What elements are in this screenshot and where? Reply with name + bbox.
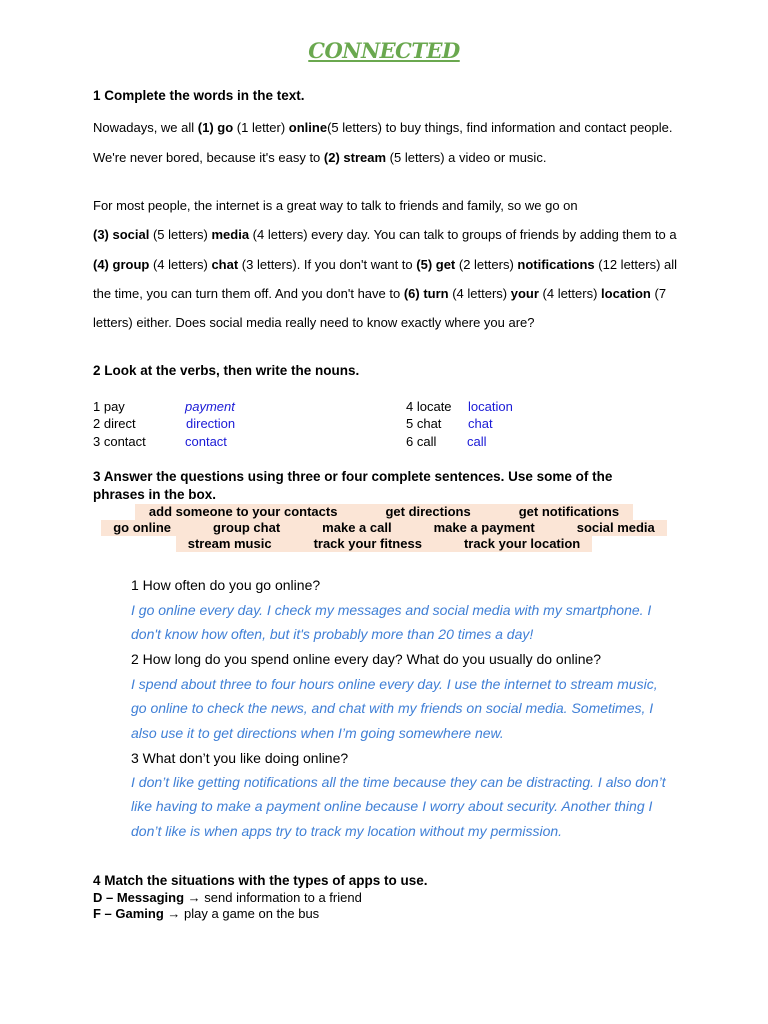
answer-3-line-2: like having to make a payment online because I worry about security. Another thing I (131, 798, 653, 814)
exercise-1-line-3: For most people, the internet is a great way to talk to friends and family, so we go on (93, 198, 578, 213)
verb-2: 2 direct (93, 416, 136, 431)
noun-1: payment (185, 399, 235, 414)
noun-5: chat (468, 416, 493, 431)
phrase-box-row-1 (0, 504, 768, 520)
phrase-chip: get notifications (507, 504, 633, 520)
exercise-1-line-7: letters) either. Does social media really need to know exactly where you are? (93, 315, 535, 330)
answer-2-line-2: go online to check the news, and chat with my friends on social media. Sometimes, I (131, 700, 654, 716)
answer-2-line-1: I spend about three to four hours online every day. I use the internet to stream music, (131, 676, 658, 692)
question-1: 1 How often do you go online? (131, 577, 321, 593)
exercise-1-line-2: We're never bored, because it's easy to (2) stream (5 letters) a video or music. (93, 150, 547, 165)
verb-1: 1 pay (93, 399, 125, 414)
phrase-chip: get directions (373, 504, 506, 520)
exercise-3-heading-line-1: 3 Answer the questions using three or four complete sentences. Use some of the (93, 469, 613, 484)
phrase-chip: social media (565, 520, 667, 536)
phrase-chip: group chat (201, 520, 310, 536)
phrase-chip: stream music (176, 536, 302, 552)
exercise-2-heading: 2 Look at the verbs, then write the nouns. (93, 363, 360, 378)
question-2: 2 How long do you spend online every day? What do you usually do online? (131, 651, 602, 667)
exercise-1-line-5: (4) group (4 letters) chat (3 letters). If you don't want to (5) get (2 letters) notifications (12 letters) all (93, 257, 678, 272)
phrase-chip: add someone to your contacts (135, 504, 374, 520)
arrow-right-icon: → (167, 906, 181, 921)
verb-4: 4 locate (406, 399, 452, 414)
phrase-chip: track your fitness (302, 536, 452, 552)
noun-6: call (467, 434, 487, 449)
noun-2: direction (186, 416, 236, 431)
phrase-chip: make a call (310, 520, 421, 536)
answer-1-line-2: don't know how often, but it's probably more than 20 times a day! (131, 626, 534, 642)
exercise-4-heading: 4 Match the situations with the types of apps to use. (93, 873, 428, 888)
answer-3-line-3: don’t like is when apps try to track my location without my permission. (131, 823, 563, 839)
noun-3: contact (185, 434, 227, 449)
exercise-3-heading-line-2: phrases in the box. (93, 487, 217, 502)
verb-5: 5 chat (406, 416, 442, 431)
match-item-2: F – Gaming → play a game on the bus (93, 906, 320, 921)
match-item-1: D – Messaging → send information to a friend (93, 890, 362, 905)
exercise-1-heading: 1 Complete the words in the text. (93, 88, 305, 103)
page-title: CONNECTED (308, 38, 460, 63)
answer-2-line-3: also use it to get directions when I’m going somewhere new. (131, 725, 504, 741)
verb-6: 6 call (406, 434, 437, 449)
exercise-1-line-4: (3) social (5 letters) media (4 letters) every day. You can talk to groups of friends by adding them to a (93, 227, 677, 242)
verb-3: 3 contact (93, 434, 146, 449)
phrase-box-row-2 (0, 520, 768, 536)
phrase-box-row-3 (0, 536, 768, 552)
noun-4: location (468, 399, 513, 414)
arrow-right-icon: → (187, 890, 201, 905)
exercise-1-line-1: Nowadays, we all (1) go (1 letter) online(5 letters) to buy things, find information and contact people. (93, 120, 673, 135)
phrase-chip: go online (101, 520, 201, 536)
question-3: 3 What don’t you like doing online? (131, 750, 349, 766)
answer-3-line-1: I don’t like getting notifications all the time because they can be distracting. I also don’t (131, 774, 666, 790)
phrase-chip: track your location (452, 536, 592, 552)
phrase-chip: make a payment (422, 520, 565, 536)
exercise-1-line-6: the time, you can turn them off. And you don't have to (6) turn (4 letters) your (4 letters) location (7 (93, 286, 667, 301)
answer-1-line-1: I go online every day. I check my messages and social media with my smartphone. I (131, 602, 652, 618)
